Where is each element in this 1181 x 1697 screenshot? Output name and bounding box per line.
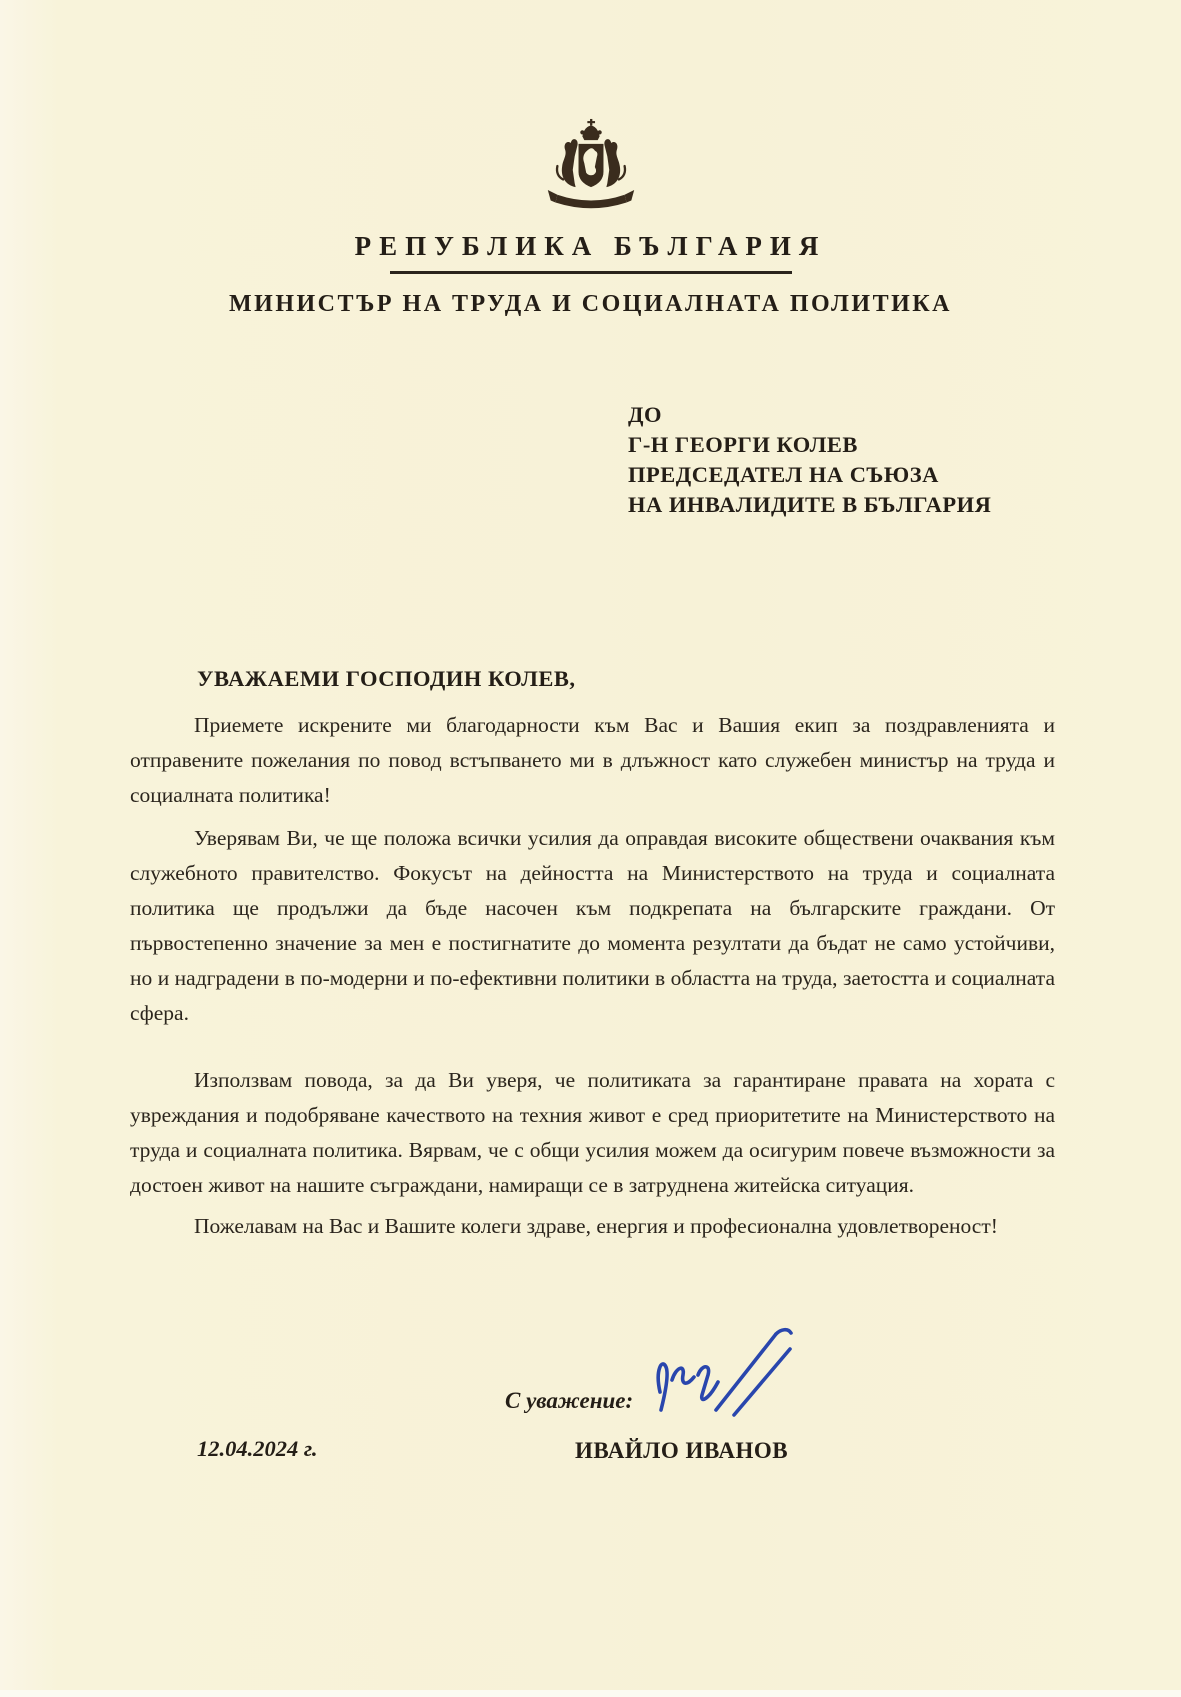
letter-body [130, 708, 1055, 1244]
closing-label: С уважение: [505, 1388, 634, 1413]
ministry-title: МИНИСТЪР НА ТРУДА И СОЦИАЛНАТА ПОЛИТИКА [229, 291, 952, 317]
handwritten-signature-icon [640, 1318, 810, 1438]
letter-date: 12.04.2024 г. [197, 1436, 318, 1461]
paragraph-1: Приемете искрените ми благодарности към Вас и Вашия екип за поздравленията и отправените пожелания по повод встъпването ми в длъжност като служебен министър на труда и социалната политика! [130, 713, 1055, 807]
salutation: УВАЖАЕМИ ГОСПОДИН КОЛЕВ, [197, 666, 576, 691]
recipient-line-title-1: ПРЕДСЕДАТЕЛ НА СЪЮЗА [628, 462, 939, 487]
paragraph-3: Използвам повода, за да Ви уверя, че политиката за гарантиране правата на хората с увреждания и подобряване качеството на техния живот е сред приоритетите на Министерството на труда и социалната политика. Вярвам, че с общи усилия можем да осигурим повече възможности за достоен живот на нашите съграждани, намиращи се в затруднена житейска ситуация. [130, 1068, 1055, 1197]
republic-title: РЕПУБЛИКА БЪЛГАРИЯ [354, 231, 827, 261]
signer-name: ИВАЙЛО ИВАНОВ [575, 1438, 789, 1463]
recipient-line-name: Г-Н ГЕОРГИ КОЛЕВ [628, 432, 858, 457]
recipient-line-title-2: НА ИНВАЛИДИТЕ В БЪЛГАРИЯ [628, 492, 992, 517]
paragraph-4: Пожелавам на Вас и Вашите колеги здраве, енергия и професионална удовлетвореност! [194, 1214, 998, 1238]
scan-edge [0, 1690, 1181, 1697]
paragraph-2: Уверявам Ви, че ще положа всички усилия да оправдая високите обществени очаквания към служебното правителство. Фокусът на дейността на Министерството на труда и социалната политика ще продължи да бъде насочен към подкрепата на българските граждани. От първостепенно значение за мен е постигнатите до момента резултати да бъдат не само устойчиви, но и надградени в по-модерни и по-ефективни политики в областта на труда, заетостта и социалната сфера. [130, 826, 1055, 1025]
recipient-line-to: ДО [628, 402, 662, 427]
bulgaria-coat-of-arms-icon [527, 118, 655, 219]
recipient-block [628, 400, 1181, 520]
header-divider [390, 271, 792, 274]
